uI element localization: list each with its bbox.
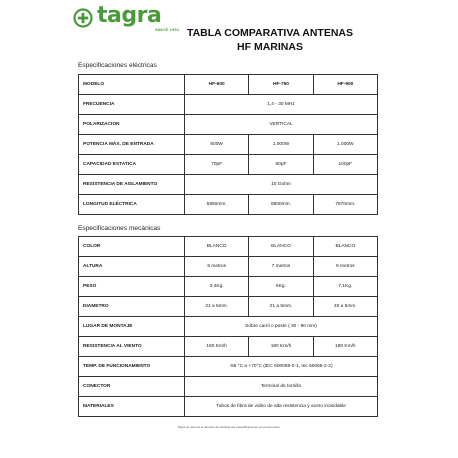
row-label: COLOR	[79, 237, 185, 257]
table-row	[79, 257, 378, 277]
electrical-heading: Especificaciones eléctricas	[78, 62, 157, 69]
row-value: 600W	[185, 135, 249, 155]
title-line-1: TABLA COMPARATIVA ANTENAS	[186, 27, 354, 39]
header-label: MODELO	[79, 75, 185, 95]
row-value: 180 Km/h	[185, 337, 249, 357]
row-label: POTENCIA MÁX. DE ENTRADA	[79, 135, 185, 155]
row-label: RESISTENCIA AL VIENTO	[79, 337, 185, 357]
plus-circle-icon	[73, 8, 93, 28]
row-label: LONGITUD ELÉCTRICA	[79, 195, 185, 215]
row-label: MATERIALES	[79, 397, 185, 417]
row-label: POLARIZACION	[79, 115, 185, 135]
row-value: 1.000W	[249, 135, 313, 155]
row-value: 100pF	[313, 155, 377, 175]
row-label: CAPACIDAD ESTATICA	[79, 155, 185, 175]
table-row	[79, 277, 378, 297]
model-header: HF-750	[249, 75, 313, 95]
row-value: 40 a 5mm.	[313, 297, 377, 317]
row-value: 6Kg.	[249, 277, 313, 297]
row-value: BLANCO	[249, 237, 313, 257]
table-row	[79, 115, 378, 135]
row-label: TEMP. DE FUNCIONAMIENTO	[79, 357, 185, 377]
row-value: 7870mm.	[313, 195, 377, 215]
row-value: 7,1Kg.	[313, 277, 377, 297]
row-value: Sobre carril o poste ( 30 - 90 mm)	[185, 317, 378, 337]
row-value: 21 a 5mm.	[185, 297, 249, 317]
table-row	[79, 237, 378, 257]
row-label: DIAMETRO	[79, 297, 185, 317]
mechanical-heading: Especificaciones mecánicas	[78, 225, 161, 232]
brand-name: tagra	[97, 3, 162, 28]
brand-since: SINCE 1951	[155, 27, 180, 32]
title-line-2: HF MARINAS	[237, 40, 303, 53]
row-value: -55 °C a +70°C (IEC 600068-2-1, Iec 60068-2-2)	[185, 357, 378, 377]
row-value: 1.000W	[313, 135, 377, 155]
row-label: ALTURA	[79, 257, 185, 277]
row-value: 80pF	[249, 155, 313, 175]
row-value: 180 Km/h	[249, 337, 313, 357]
row-label: CONECTOR	[79, 377, 185, 397]
row-label: LUGAR DE MONTAJE	[79, 317, 185, 337]
row-value: 7 metros	[249, 257, 313, 277]
footnote: Tagra se reserva el derecho de cambiar las especificaciones sin previo aviso.	[177, 425, 281, 429]
electrical-spec-table	[78, 74, 378, 215]
table-header-row	[79, 75, 378, 95]
row-value: 6800mm.	[249, 195, 313, 215]
table-row	[79, 175, 378, 195]
row-value: 6 metros	[185, 257, 249, 277]
table-row	[79, 135, 378, 155]
row-value: VERTICAL	[185, 115, 378, 135]
mechanical-spec-table	[78, 236, 378, 417]
row-label: FRECUENCIA	[79, 95, 185, 115]
row-value: Tubos de fibra de vidrio de alta resistencia y acero inoxidable	[185, 397, 378, 417]
table-row	[79, 95, 378, 115]
table-row	[79, 357, 378, 377]
row-value: 70pF	[185, 155, 249, 175]
table-row	[79, 397, 378, 417]
table-row	[79, 195, 378, 215]
row-value: 180 Km/h	[313, 337, 377, 357]
table-row	[79, 337, 378, 357]
model-header: HF-600	[185, 75, 249, 95]
table-row	[79, 297, 378, 317]
row-value: 1,4 - 30 MHz	[185, 95, 378, 115]
row-value: 10 Gohm	[185, 175, 378, 195]
model-header: HF-900	[313, 75, 377, 95]
row-value: 9 metros	[313, 257, 377, 277]
page-title	[150, 27, 390, 54]
row-label: RESISTENCIA DE AISLAMIENTO	[79, 175, 185, 195]
row-value: BLANCO	[185, 237, 249, 257]
row-label: PESO	[79, 277, 185, 297]
row-value: 5950mm.	[185, 195, 249, 215]
table-row	[79, 155, 378, 175]
row-value: BLANCO	[313, 237, 377, 257]
row-value: Terminal de tornillo	[185, 377, 378, 397]
row-value: 21 a 5mm.	[249, 297, 313, 317]
table-row	[79, 377, 378, 397]
row-value: 3,4Kg.	[185, 277, 249, 297]
table-row	[79, 317, 378, 337]
